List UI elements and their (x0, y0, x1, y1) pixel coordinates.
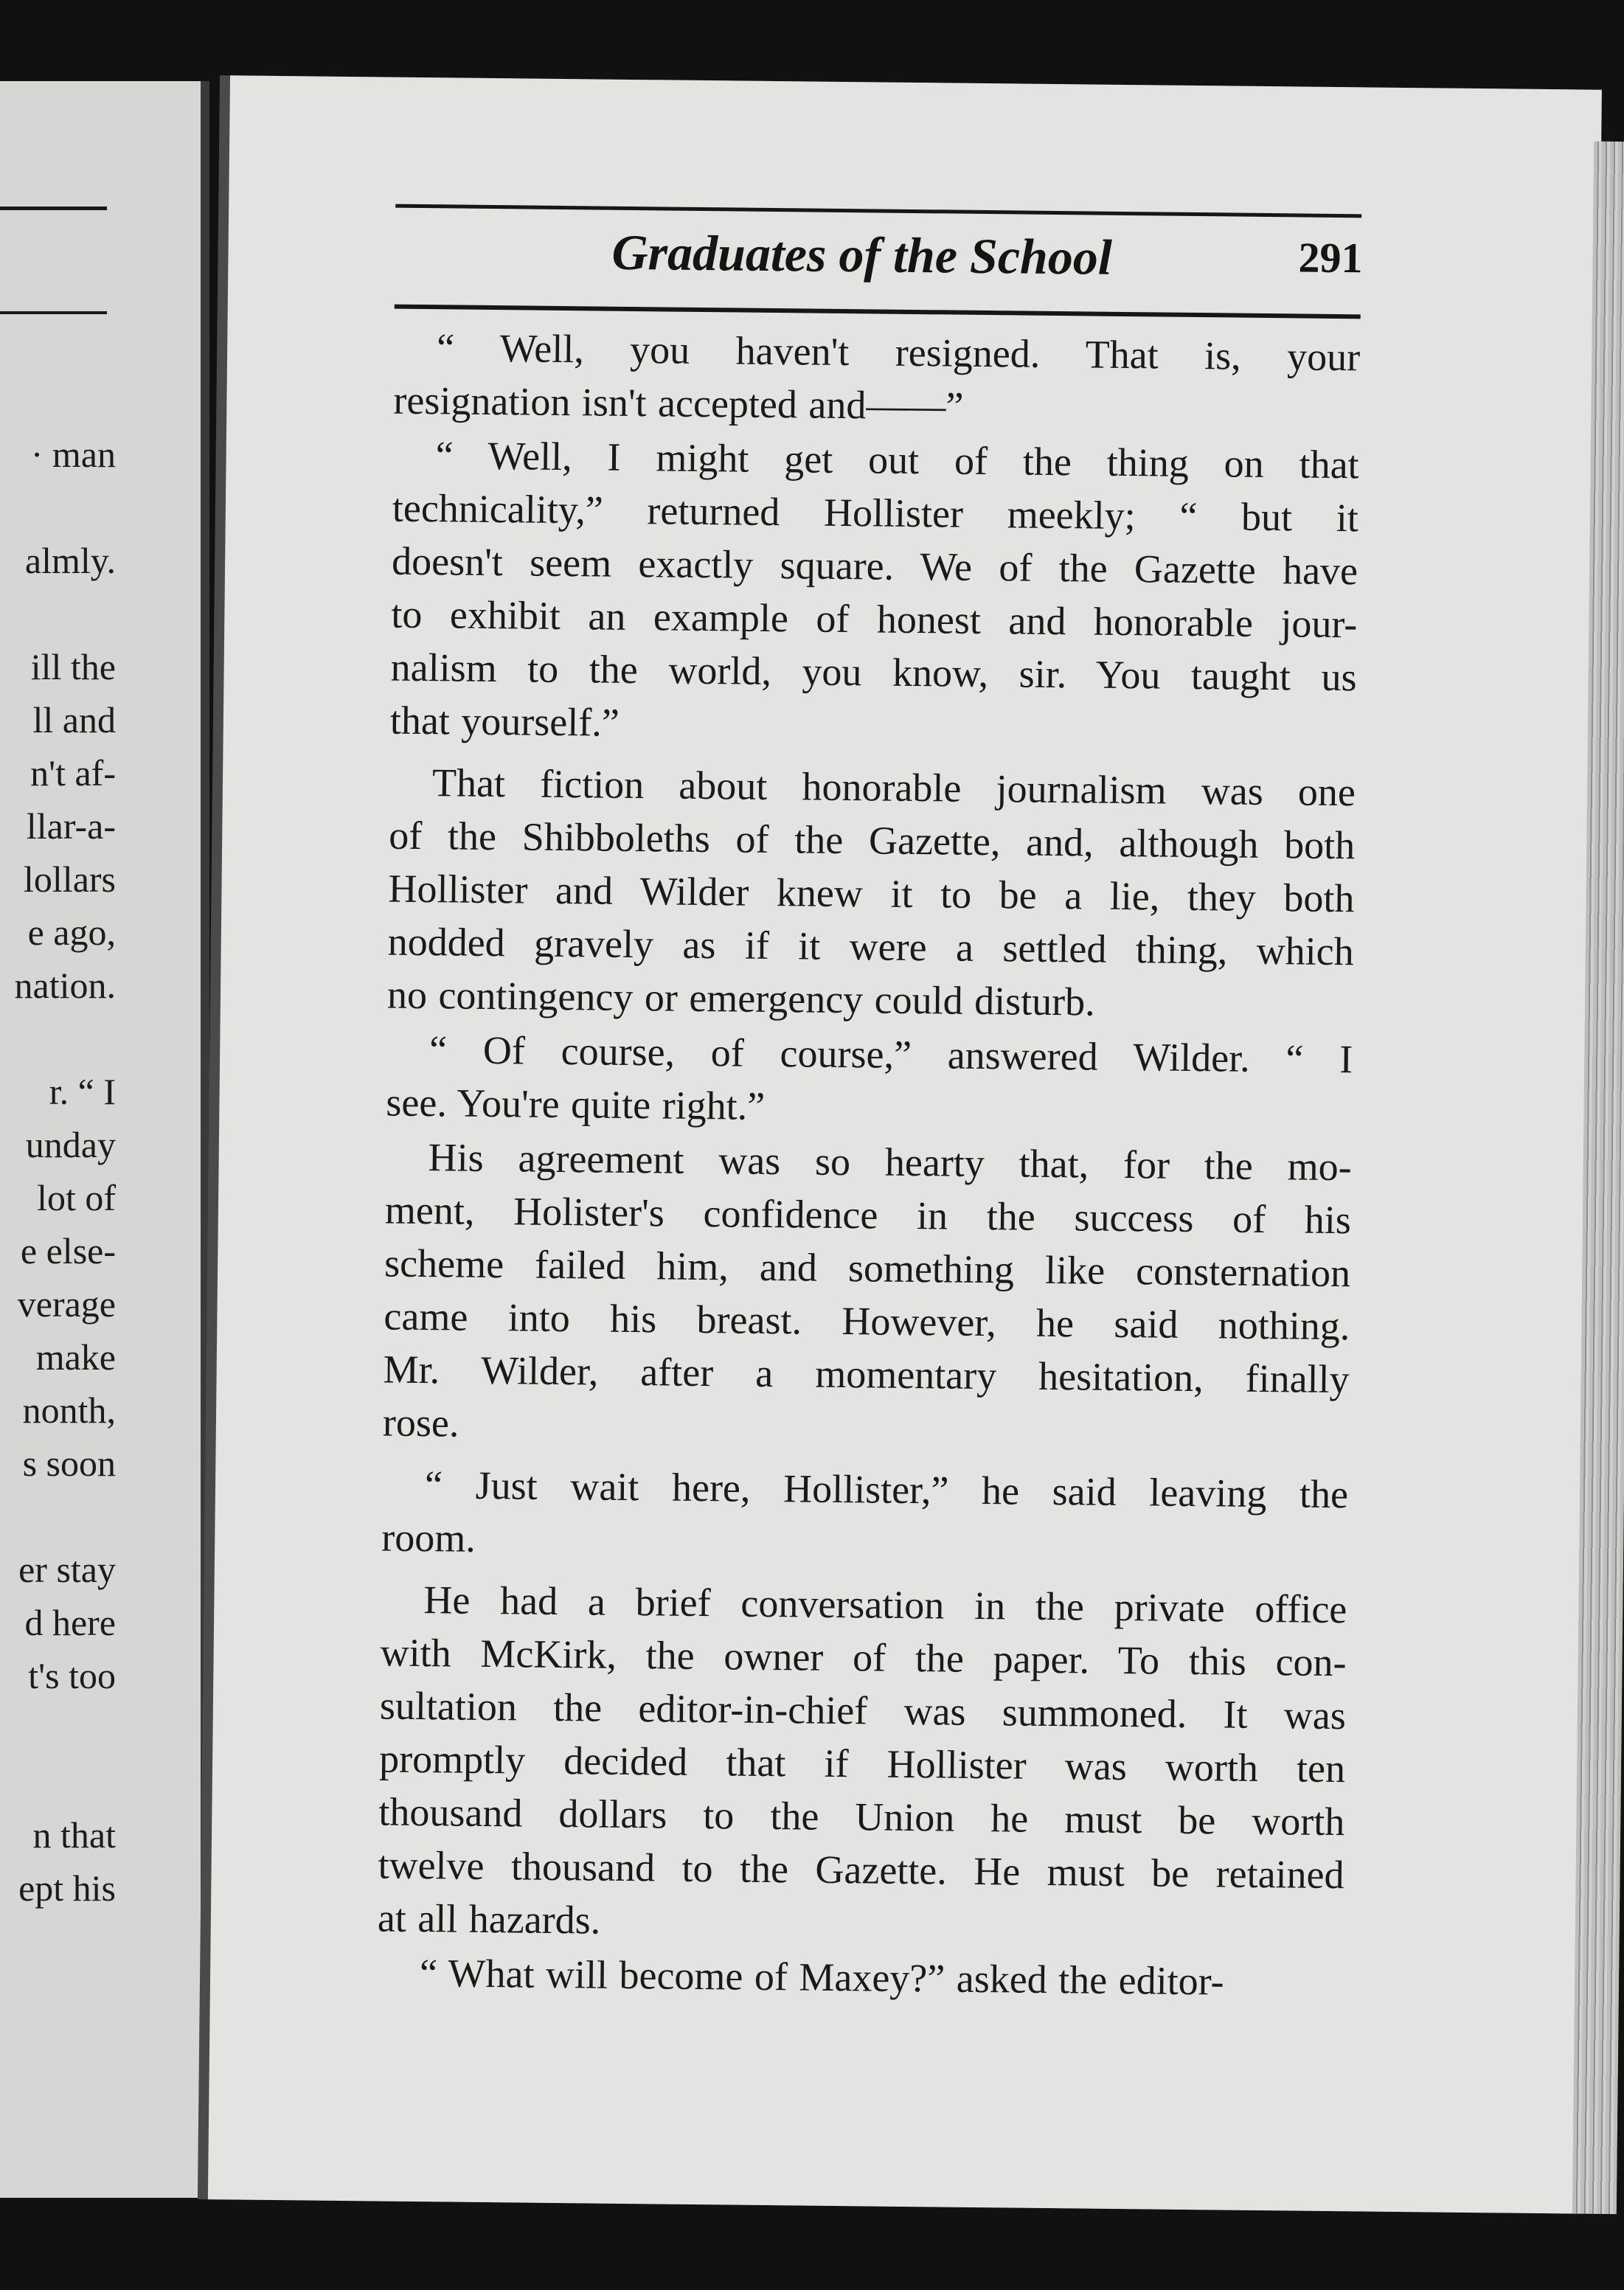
facing-page-line: ll and (32, 699, 116, 740)
text-line: no contingency or emergency could disturb. (386, 972, 1096, 1024)
facing-page-line: lollars (24, 858, 116, 900)
text-line: nodded gravely as if it were a settled thing, which (387, 919, 1355, 974)
paragraph (393, 321, 1360, 437)
paragraph (377, 1946, 1344, 2009)
text-line: came into his breast. However, he said nothing. (384, 1294, 1350, 1349)
header-rule-top (395, 204, 1361, 218)
paragraph (387, 756, 1356, 1032)
facing-page-line: almly. (24, 540, 116, 581)
facing-page-line: t's too (28, 1655, 116, 1696)
text-line: that yourself.” (389, 698, 620, 745)
body-text (377, 321, 1361, 2011)
page-number: 291 (1298, 233, 1363, 282)
text-line: sultation the editor-in-chief was summoned. It was (379, 1683, 1347, 1738)
header-rule-bottom (395, 305, 1361, 319)
text-line: at all hazards. (377, 1895, 601, 1943)
text-line: “ Well, I might get out of the thing on that (435, 433, 1359, 488)
text-line: Hollister and Wilder knew it to be a lie, they both (388, 866, 1355, 921)
facing-page-line: ill the (30, 646, 116, 687)
text-line: resignation isn't accepted and——” (393, 378, 964, 428)
facing-page-line: n that (32, 1814, 116, 1856)
text-line: twelve thousand to the Gazette. He must be retained (378, 1842, 1344, 1898)
running-title: Graduates of the School (611, 223, 1113, 285)
facing-page-line: verage (17, 1283, 116, 1325)
paragraph (381, 1458, 1348, 1575)
paragraph (386, 1023, 1353, 1139)
facing-page-line: make (35, 1336, 116, 1378)
facing-page-line: lot of (37, 1177, 116, 1218)
text-line: “ Of course, of course,” answered Wilder. “ I (428, 1027, 1353, 1082)
facing-page-line: n't af- (30, 752, 116, 794)
text-line: He had a brief conversation in the private office (423, 1578, 1347, 1632)
text-line: Mr. Wilder, after a momentary hesitation, finally (383, 1347, 1350, 1402)
text-line: promptly decided that if Hollister was worth ten (378, 1736, 1346, 1791)
facing-page-line: · man (30, 434, 116, 475)
facing-page-line: nation. (14, 965, 116, 1006)
text-line: His agreement was so hearty that, for the mo- (428, 1135, 1352, 1190)
facing-page-line: nonth, (22, 1389, 116, 1431)
text-line: nalism to the world, you know, sir. You taught us (390, 645, 1357, 700)
text-line: ment, Holister's confidence in the success of his (384, 1187, 1352, 1243)
text-line: thousand dollars to the Union he must be worth (378, 1789, 1345, 1845)
facing-page-line: d here (24, 1602, 116, 1643)
facing-page-line: ept his (18, 1867, 116, 1909)
facing-page-line: llar-a- (26, 805, 116, 847)
text-line: “ What will become of Maxey?” asked the editor- (419, 1951, 1224, 2004)
facing-page-line: e else- (20, 1230, 116, 1271)
facing-page-line: r. “ I (49, 1071, 116, 1112)
facing-header-rule-top (0, 207, 107, 210)
text-line: of the Shibboleths of the Gazette, and, although both (388, 813, 1356, 868)
text-line: room. (381, 1515, 476, 1561)
facing-page-line: e ago, (27, 912, 116, 953)
paragraph (378, 1573, 1347, 1955)
text-line: with McKirk, the owner of the paper. To this con- (380, 1630, 1347, 1685)
page-edges (1572, 142, 1624, 2214)
text-line: rose. (382, 1400, 459, 1446)
facing-page-line: s soon (22, 1443, 116, 1484)
facing-page-line: unday (25, 1124, 116, 1165)
text-line: see. You're quite right.” (386, 1080, 766, 1128)
facing-page (0, 81, 209, 2198)
text-line: scheme failed him, and something like consternation (384, 1241, 1351, 1296)
text-line: technicality,” returned Hollister meekly; “ but it (392, 485, 1359, 541)
text-line: to exhibit an example of honest and honorable jour- (391, 591, 1358, 647)
paragraph (383, 1131, 1352, 1460)
text-line: That fiction about honorable journalism was one (431, 760, 1356, 815)
book-page (208, 75, 1602, 2213)
text-line: “ Just wait here, Hollister,” he said leaving the (424, 1463, 1349, 1517)
text-line: doesn't seem exactly square. We of the Gazette have (391, 538, 1358, 594)
text-line: “ Well, you haven't resigned. That is, your (436, 325, 1361, 380)
facing-page-line: er stay (18, 1549, 116, 1590)
paragraph (390, 428, 1359, 757)
facing-header-rule-bottom (0, 311, 107, 314)
